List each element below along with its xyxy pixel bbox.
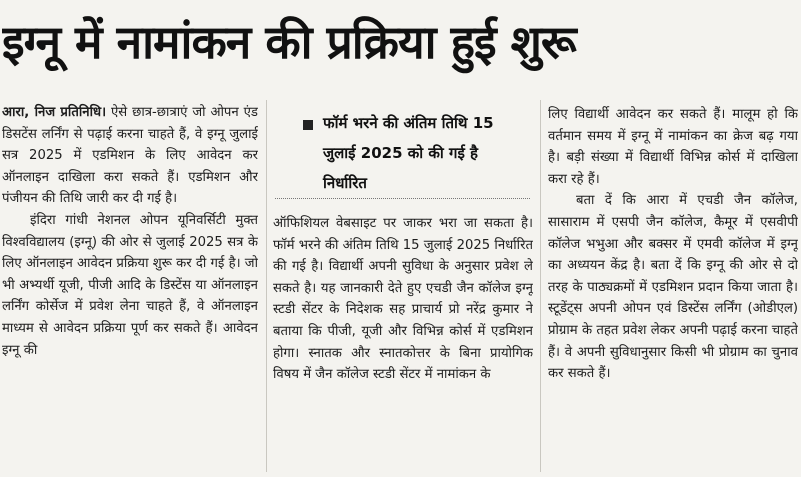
column-divider: [540, 100, 541, 472]
paragraph-intro: [2, 102, 258, 210]
pull-quote-box: [275, 106, 530, 199]
intro-text: ऐसे छात्र-छात्राएं जो ओपन एंड डिसटेंस लर्निंग से पढ़ाई करना चाहते हैं, वे इग्नू जुलाई सत्र 2025 में एडमिशन के लिए आवेदन कर ऑनलाइन दाखिला करा सकते हैं। एडमिशन और पंजीयन की तिथि जारी कर दी गई है।: [2, 105, 258, 207]
column-divider: [266, 100, 267, 472]
paragraph-students-apply: लिए विद्यार्थी आवेदन कर सकते हैं। मालूम हो कि वर्तमान समय में इग्नू में नामांकन का क्रेज बढ़ गया है। बड़ी संख्या में विद्यार्थी विभिन्न कोर्स में दाखिला करा रहे हैं।: [548, 107, 798, 187]
article-column-3: [548, 104, 798, 474]
paragraph-study-centres: बता दें कि आरा में एचडी जैन कॉलेज, सासाराम में एसपी जैन कॉलेज, कैमूर में एसवीपी कॉलेज भभुआ और बक्सर में एमवी कॉलेज में इग्नू का अध्ययन केंद्र है। बता दें कि इग्नू की ओर से दो तरह के पाठ्यक्रमों में एडमिशन प्रदान किया जाता है। स्टूडेंट्स अपनी ओपन एवं डिस्टेंस लर्निंग (ओडीएल) प्रोग्राम के तहत प्रवेश लेकर अपनी पढ़ाई करना चाहते हैं। वे अपनी सुविधानुसार किसी भी प्रोग्राम का चुनाव कर सकते हैं।: [548, 193, 798, 382]
paragraph-website-deadline: ऑफिशियल वेबसाइट पर जाकर भरा जा सकता है। फॉर्म भरने की अंतिम तिथि 15 जुलाई 2025 निर्धारित की गई है। विद्यार्थी अपनी सुविधा के अनुसार प्रवेश ले सकते है। यह जानकारी देते हुए एचडी जैन कॉलेज इग्नू स्टडी सेंटर के निदेशक सह प्राचार्य प्रो नरेंद्र कुमार ने बताया कि पीजी, यूजी और विभिन्न कोर्स में एडमिशन होगा। स्नातक और स्नातकोत्तर के बिना प्रायोगिक विषय में जैन कॉलेज स्टडी सेंटर में नामांकन के: [273, 216, 533, 383]
article-headline: इग्नू में नामांकन की प्रक्रिया हुई शुरू: [2, 15, 576, 69]
square-bullet-icon: [303, 120, 313, 130]
pull-quote-text: फॉर्म भरने की अंतिम तिथि 15 जुलाई 2025 को की गई है निर्धारित: [323, 114, 494, 192]
byline: आरा, निज प्रतिनिधि।: [2, 105, 107, 120]
article-column-2: [273, 213, 533, 475]
article-column-1: [2, 102, 258, 472]
paragraph-ignou-admission: इंदिरा गांधी नेशनल ओपन यूनिवर्सिटी मुक्त विश्वविद्यालय (इग्नू) की ओर से जुलाई 2025 सत्र के लिए ऑनलाइन आवेदन प्रक्रिया शुरू कर दी गई है। जो भी अभ्यर्थी यूजी, पीजी आदि के डिस्टेंस या ऑनलाइन लर्निंग कोर्सेज में प्रवेश लेना चाहते हैं, वे ऑनलाइन माध्यम से आवेदन प्रक्रिया पूर्ण कर सकते हैं। आवेदन इग्नू की: [2, 212, 258, 358]
